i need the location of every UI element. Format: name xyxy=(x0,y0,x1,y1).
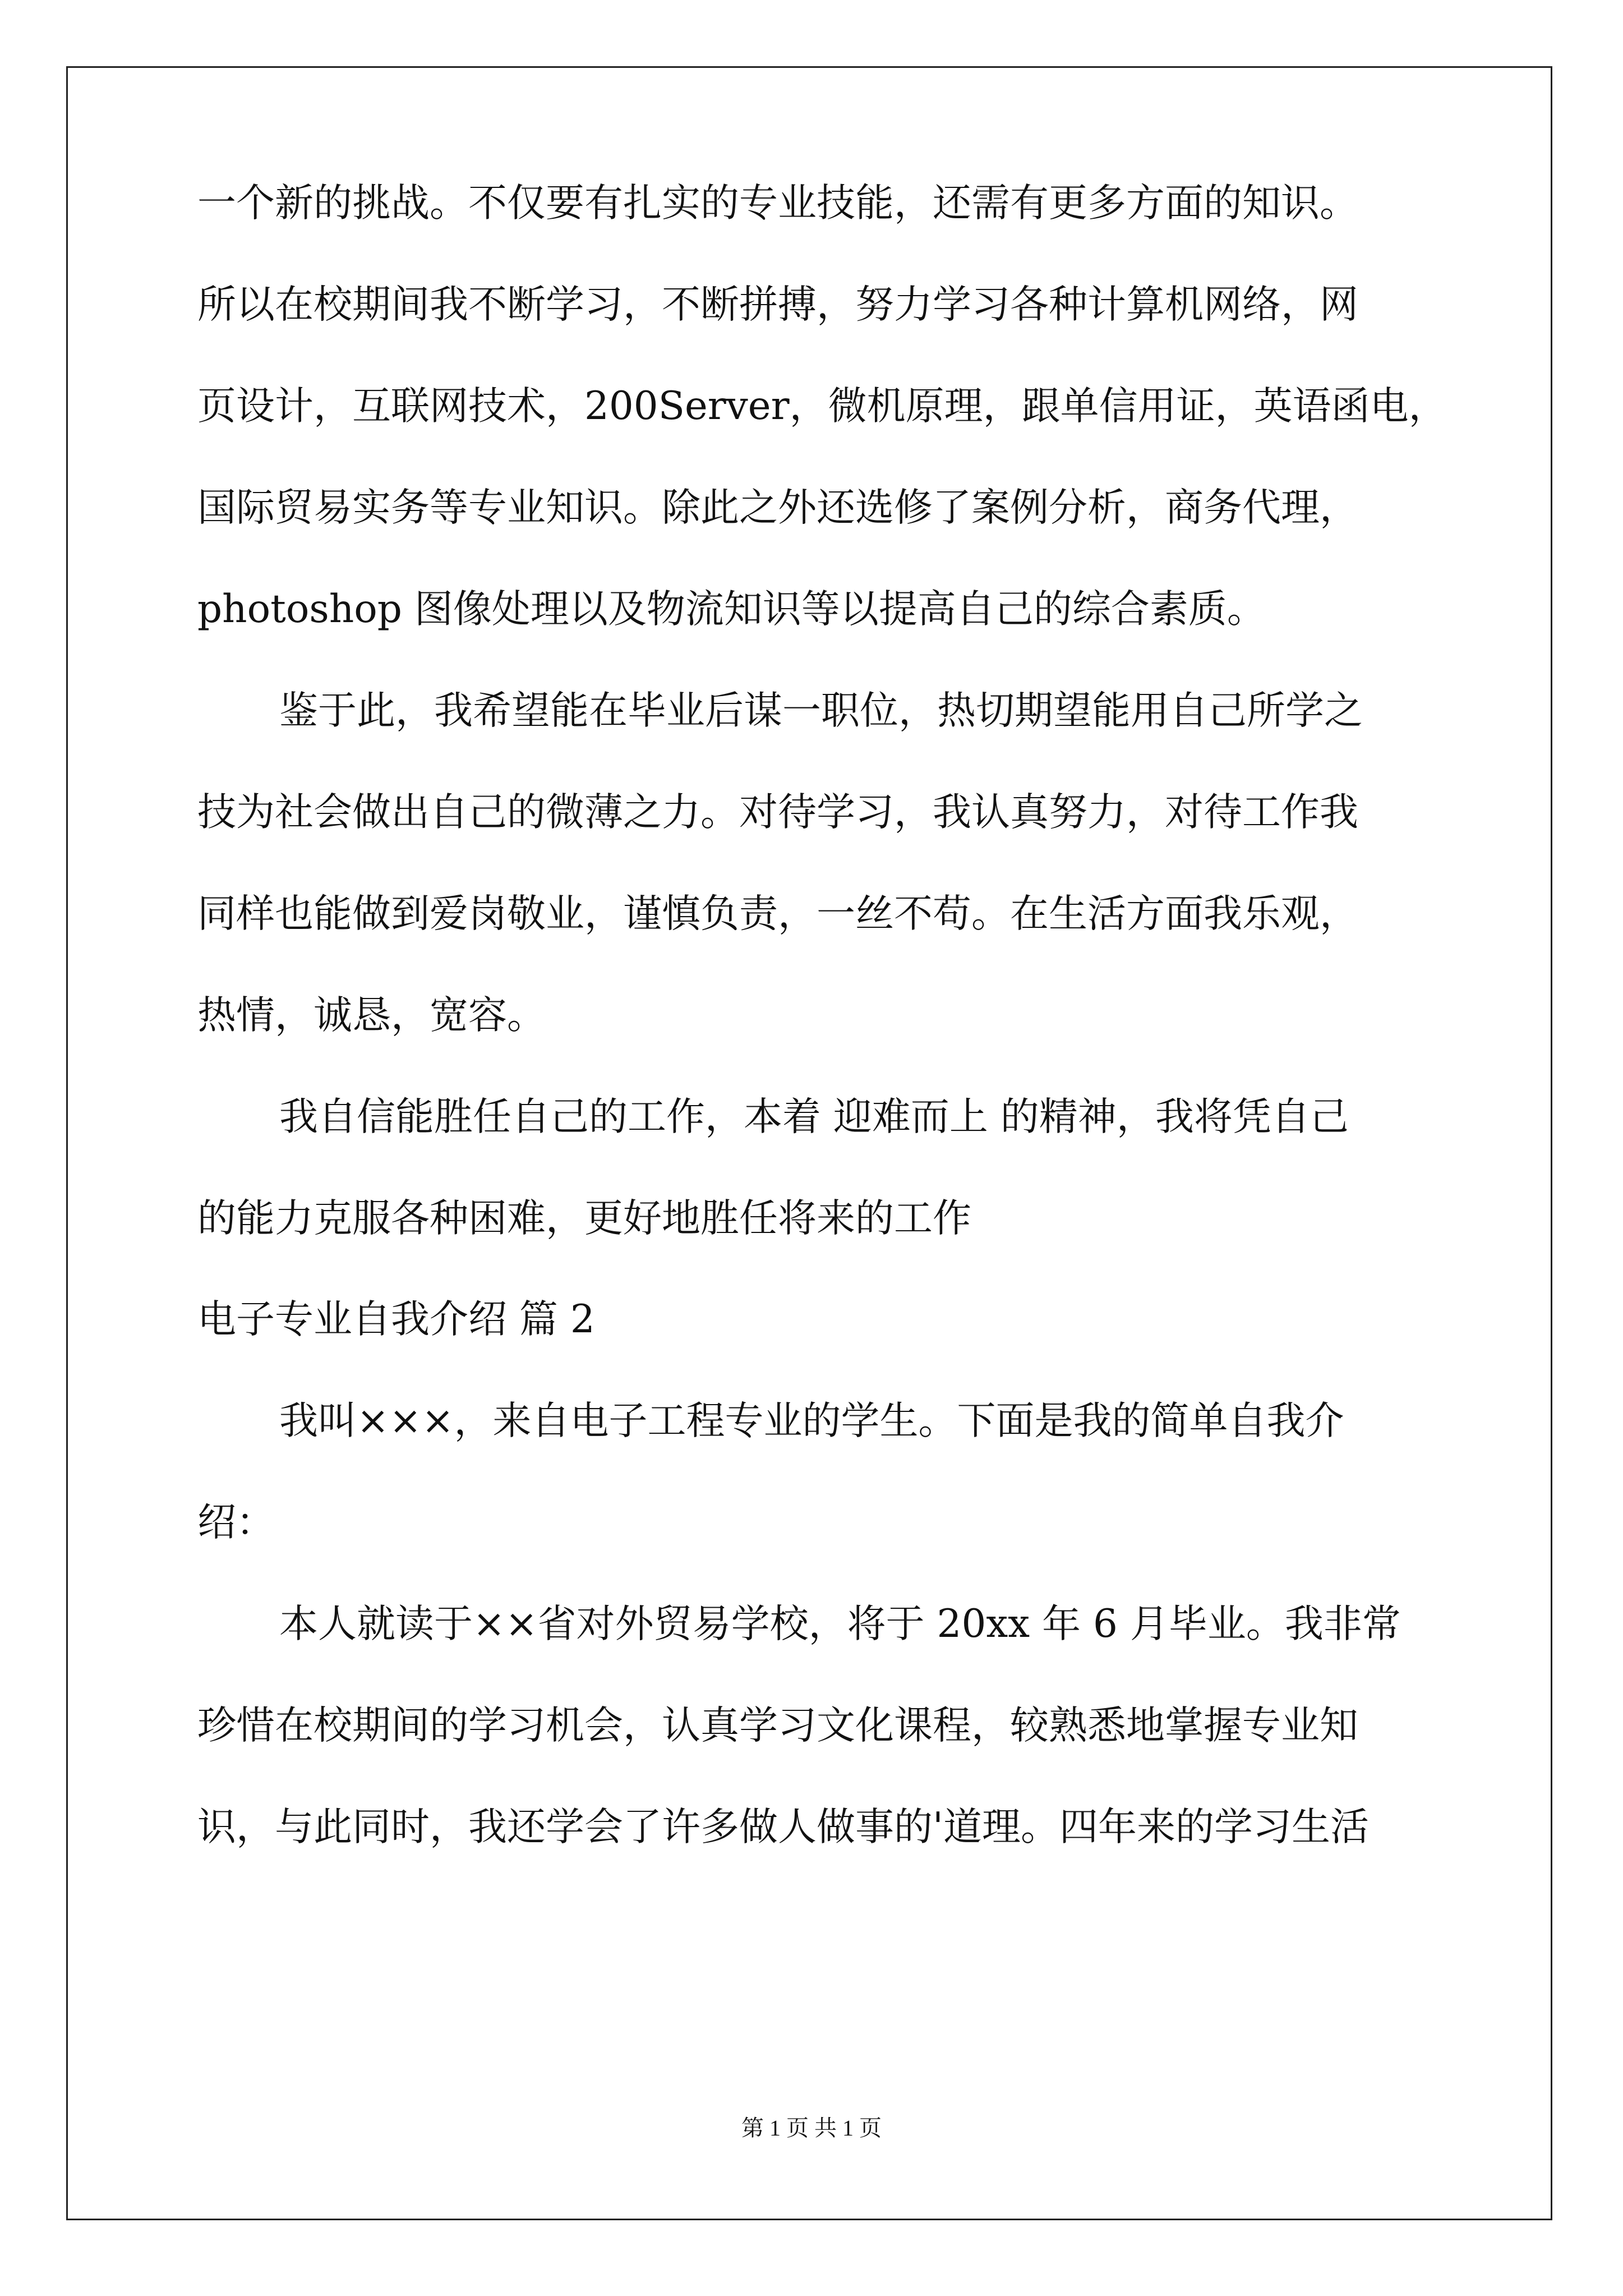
text-line: 的能力克服各种困难，更好地胜任将来的工作 xyxy=(197,1196,971,1241)
text-line: 珍惜在校期间的学习机会，认真学习文化课程，较熟悉地掌握专业知 xyxy=(197,1703,1358,1748)
text-line: 技为社会做出自己的微薄之力。对待学习，我认真努力，对待工作我 xyxy=(197,790,1358,835)
paragraph-first-line: 鉴于此，我希望能在毕业后谋一职位，热切期望能用自己所学之 xyxy=(279,688,1363,733)
paragraph-first-line: 本人就读于××省对外贸易学校，将于 20xx 年 6 月毕业。我非常 xyxy=(279,1602,1401,1646)
text-line: 国际贸易实务等专业知识。除此之外还选修了案例分析，商务代理， xyxy=(197,485,1358,530)
text-line: 识，与此同时，我还学会了许多做人做事的'道理。四年来的学习生活 xyxy=(197,1805,1369,1849)
paragraph-first-line: 我自信能胜任自己的工作，本着 迎难而上 的精神，我将凭自己 xyxy=(279,1094,1349,1139)
text-line: 绍： xyxy=(197,1500,275,1545)
text-line: 热情，诚恳，宽容。 xyxy=(197,993,546,1038)
text-line: 页设计，互联网技术，200Server，微机原理，跟单信用证，英语函电， xyxy=(197,384,1447,429)
section-heading: 电子专业自我介绍 篇 2 xyxy=(197,1297,595,1342)
page-footer: 第 1 页 共 1 页 xyxy=(741,2115,882,2141)
paragraph-first-line: 我叫×××，来自电子工程专业的学生。下面是我的简单自我介 xyxy=(279,1398,1344,1443)
text-line: 同样也能做到爱岗敬业，谨慎负责，一丝不苟。在生活方面我乐观， xyxy=(197,891,1358,936)
text-line: photoshop 图像处理以及物流知识等以提高自己的综合素质。 xyxy=(197,587,1266,632)
text-line: 所以在校期间我不断学习，不断拼搏，努力学习各种计算机网络，网 xyxy=(197,282,1358,327)
text-line: 一个新的挑战。不仅要有扎实的专业技能，还需有更多方面的知识。 xyxy=(197,181,1358,226)
